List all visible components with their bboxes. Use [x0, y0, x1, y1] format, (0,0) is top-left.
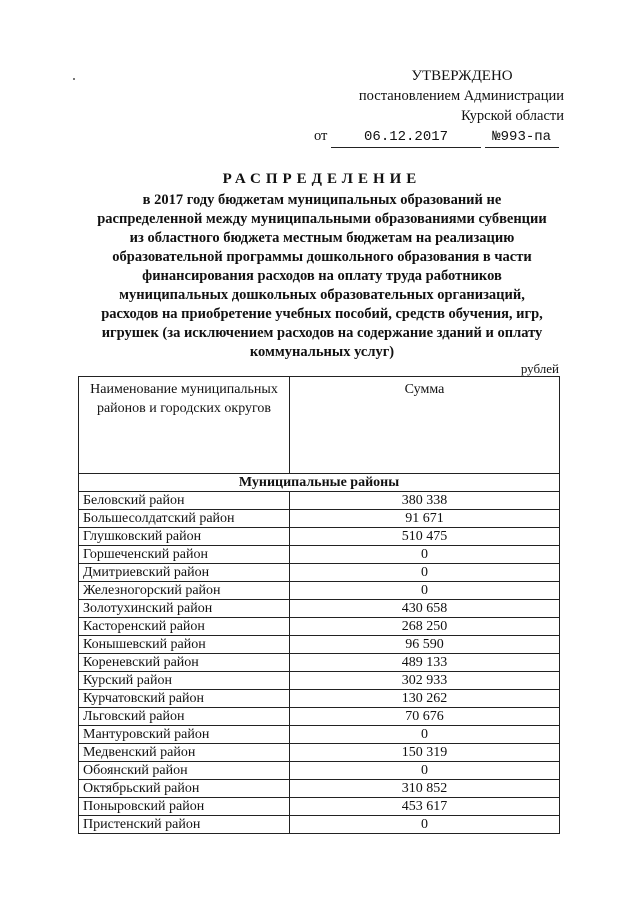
- heading-line: коммунальных услуг): [249, 344, 395, 360]
- heading-line: муниципальных дошкольных образовательных организаций,: [119, 287, 525, 303]
- district-amount: 430 658: [290, 600, 560, 618]
- heading-line: финансирования расходов на оплату труда работников: [142, 268, 502, 284]
- district-amount: 0: [290, 816, 560, 834]
- district-name: Глушковский район: [79, 528, 290, 546]
- table-row: [79, 600, 560, 618]
- approval-date-row: [300, 126, 564, 148]
- table-row: [79, 582, 560, 600]
- table-row: [79, 564, 560, 582]
- district-amount: 91 671: [290, 510, 560, 528]
- district-amount: 0: [290, 582, 560, 600]
- district-amount: 0: [290, 762, 560, 780]
- heading-line: распределенной между муниципальными образованиями субвенции: [97, 211, 547, 227]
- district-name: Большесолдатский район: [79, 510, 290, 528]
- table-row: [79, 510, 560, 528]
- district-amount: 0: [290, 726, 560, 744]
- table-row: [79, 690, 560, 708]
- district-amount: 302 933: [290, 672, 560, 690]
- district-name: Поныровский район: [79, 798, 290, 816]
- heading-title: РАСПРЕДЕЛЕНИЕ: [222, 171, 422, 187]
- district-name: Конышевский район: [79, 636, 290, 654]
- document-heading: [72, 170, 572, 362]
- table-row: [79, 618, 560, 636]
- district-name: Октябрьский район: [79, 780, 290, 798]
- heading-line: игрушек (за исключением расходов на содержание зданий и оплату: [101, 325, 543, 341]
- district-amount: 380 338: [290, 492, 560, 510]
- district-name: Мантуровский район: [79, 726, 290, 744]
- table-row: [79, 672, 560, 690]
- district-name: Курский район: [79, 672, 290, 690]
- approval-line-1: постановлением Администрации: [358, 88, 564, 104]
- section-row: [79, 474, 560, 492]
- header-name: Наименование муниципальных районов и городских округов: [79, 377, 290, 474]
- district-amount: 130 262: [290, 690, 560, 708]
- heading-line: из областного бюджета местным бюджетам на реализацию: [129, 230, 515, 246]
- approval-number: №993-па: [485, 127, 559, 148]
- district-name: Железногорский район: [79, 582, 290, 600]
- approval-title: УТВЕРЖДЕНО: [411, 68, 513, 84]
- table-row: [79, 546, 560, 564]
- district-amount: 510 475: [290, 528, 560, 546]
- district-amount: 150 319: [290, 744, 560, 762]
- table-row: [79, 528, 560, 546]
- district-name: Пристенский район: [79, 816, 290, 834]
- district-name: Медвенский район: [79, 744, 290, 762]
- district-name: Горшеченский район: [79, 546, 290, 564]
- table-row: [79, 816, 560, 834]
- district-name: Курчатовский район: [79, 690, 290, 708]
- section-title: Муниципальные районы: [79, 474, 560, 492]
- table-row: [79, 744, 560, 762]
- district-amount: 70 676: [290, 708, 560, 726]
- district-name: Льговский район: [79, 708, 290, 726]
- district-name: Беловский район: [79, 492, 290, 510]
- table-header-row: [79, 377, 560, 474]
- district-amount: 453 617: [290, 798, 560, 816]
- table-row: [79, 654, 560, 672]
- table-row: [79, 492, 560, 510]
- approval-stamp: [300, 66, 564, 148]
- district-name: Касторенский район: [79, 618, 290, 636]
- district-amount: 0: [290, 546, 560, 564]
- district-name: Дмитриевский район: [79, 564, 290, 582]
- table-row: [79, 762, 560, 780]
- table-row: [79, 798, 560, 816]
- district-name: Кореневский район: [79, 654, 290, 672]
- distribution-table: [78, 376, 560, 834]
- scan-dot: [73, 78, 75, 80]
- district-amount: 489 133: [290, 654, 560, 672]
- heading-line: расходов на приобретение учебных пособий, средств обучения, игр,: [101, 306, 543, 322]
- district-amount: 310 852: [290, 780, 560, 798]
- units-label: рублей: [520, 361, 559, 376]
- date-prefix: от: [314, 128, 328, 144]
- table-row: [79, 636, 560, 654]
- table-row: [79, 726, 560, 744]
- approval-date: 06.12.2017: [331, 127, 481, 148]
- district-amount: 96 590: [290, 636, 560, 654]
- header-sum: Сумма: [290, 377, 560, 474]
- district-name: Обоянский район: [79, 762, 290, 780]
- heading-line: в 2017 году бюджетам муниципальных образований не: [142, 192, 502, 208]
- district-name: Золотухинский район: [79, 600, 290, 618]
- district-amount: 0: [290, 564, 560, 582]
- table-row: [79, 780, 560, 798]
- district-amount: 268 250: [290, 618, 560, 636]
- approval-line-2: Курской области: [461, 108, 564, 124]
- table-row: [79, 708, 560, 726]
- heading-line: образовательной программы дошкольного образования в части: [112, 249, 532, 265]
